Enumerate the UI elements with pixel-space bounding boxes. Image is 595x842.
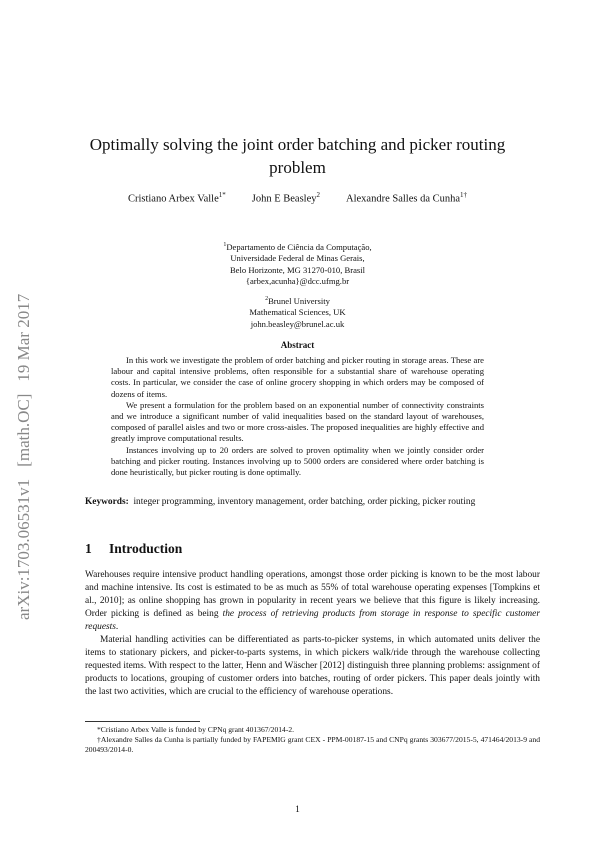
footnotes (85, 725, 540, 755)
section-title: Introduction (109, 541, 183, 556)
affiliation-2-line-2: Mathematical Sciences, UK (249, 307, 346, 318)
author-3-name: Alexandre Salles da Cunha (346, 193, 461, 205)
affiliation-1-text-1: Departamento de Ciência da Computação, (226, 241, 372, 252)
intro-p1-end: . (115, 622, 119, 632)
affiliation-1-line-3: Belo Horizonte, MG 31270-010, Brasil (229, 264, 366, 275)
intro-paragraph-1 (85, 569, 540, 634)
author-3 (346, 191, 467, 205)
footnote-1: *Cristiano Arbex Valle is funded by CPNq grant 401367/2014-2. (97, 725, 295, 734)
abstract-paragraph-1: In this work we investigate the problem of order batching and picker routing in storage areas. These are labour and capital intensive problems, often responsible for a substantial share of warehouse operating costs. In particular, we consider the case of online grocery shopping in which orders may be composed of dozens of items. (111, 355, 484, 399)
affiliation-2-mark: 2 (265, 296, 269, 302)
author-2 (252, 191, 320, 205)
affiliation-1 (0, 240, 595, 288)
paper-title (0, 133, 595, 179)
section-number: 1 (85, 541, 92, 556)
affiliation-2-text-1: Brunel University (268, 295, 330, 306)
section-heading (85, 541, 182, 557)
introduction-body (85, 569, 540, 699)
keywords-label: Keywords: (85, 497, 129, 507)
abstract-heading: Abstract (280, 340, 315, 350)
arxiv-date: 19 Mar 2017 (14, 293, 33, 382)
footnote-2: †Alexandre Salles da Cunha is partially funded by FAPEMIG grant CEX - PPM-00187-15 and CNPq grants 303677/2015-5, 471464/2013-9 and 200493/2014-0. (85, 735, 540, 754)
title-line-1: Optimally solving the joint order batching and picker routing (89, 135, 506, 154)
arxiv-id: arXiv:1703.06531v1 (14, 478, 33, 620)
footnote-rule (85, 721, 200, 722)
affiliation-1-line-2: Universidade Federal de Minas Gerais, (230, 253, 365, 264)
keywords (85, 496, 540, 509)
abstract-body (111, 355, 484, 478)
page-number: 1 (295, 805, 300, 815)
intro-p1-text: Warehouses require intensive product handling operations, amongst those order picking is known to be the most labour and machine intensive. Its cost is estimated to be as much as 55% of total warehouse operating expenses [Tompkins et al., 2010]; as online shopping has grown in popularity in recent years we believe that this figure is likely increasing. Order picking is defined as being (85, 570, 540, 619)
affiliation-2-email: john.beasley@brunel.ac.uk (250, 318, 345, 329)
author-2-mark: 2 (316, 191, 321, 199)
intro-p1-definition: the process of retrieving products from storage in response to specific customer requests (85, 609, 540, 632)
author-2-name: John E Beasley (251, 193, 317, 205)
affiliation-2 (0, 294, 595, 330)
author-1-name: Cristiano Arbex Valle (127, 193, 219, 205)
abstract-paragraph-2: We present a formulation for the problem based on an exponential number of connectivity constraints and we introduce a significant number of valid inequalities based on the standard layout of warehouses, composed of parallel aisles and two or more cross-aisles. The proposed inequalities are highly effective and greatly improve computational results. (111, 399, 484, 444)
affiliation-1-line-1 (0, 240, 595, 253)
author-list (0, 191, 595, 205)
intro-paragraph-2: Material handling activities can be differentiated as parts-to-picker systems, in which automated units deliver the items to stationary pickers, and picker-to-parts systems, in which pickers walk/ride through the warehouse collecting requested items. With respect to the latter, Henn and Wäscher [2012] distinguish three planning problems: assignment of products to locations, grouping of customer orders into batches, routing of order pickers. This paper deals jointly with the last two activities, which are crucial to the efficiency of warehouse operations. (85, 635, 540, 697)
author-1 (128, 191, 226, 205)
title-line-2: problem (269, 158, 326, 177)
author-3-mark: 1† (460, 191, 468, 199)
affiliation-1-mark: 1 (223, 242, 227, 248)
abstract-paragraph-3: Instances involving up to 20 orders are solved to proven optimality when we jointly consider order batching and picker routing. Instances involving up to 5000 orders are considered where order batching is done heuristically, but picker routing is done optimally. (111, 444, 484, 478)
affiliation-1-email: {arbex,acunha}@dcc.ufmg.br (245, 276, 350, 287)
affiliation-2-line-1 (0, 294, 595, 307)
keywords-text: integer programming, inventory management, order batching, order picking, picker routing (133, 497, 476, 507)
arxiv-category: [math.OC] (14, 393, 33, 467)
author-1-mark: 1* (218, 191, 226, 199)
